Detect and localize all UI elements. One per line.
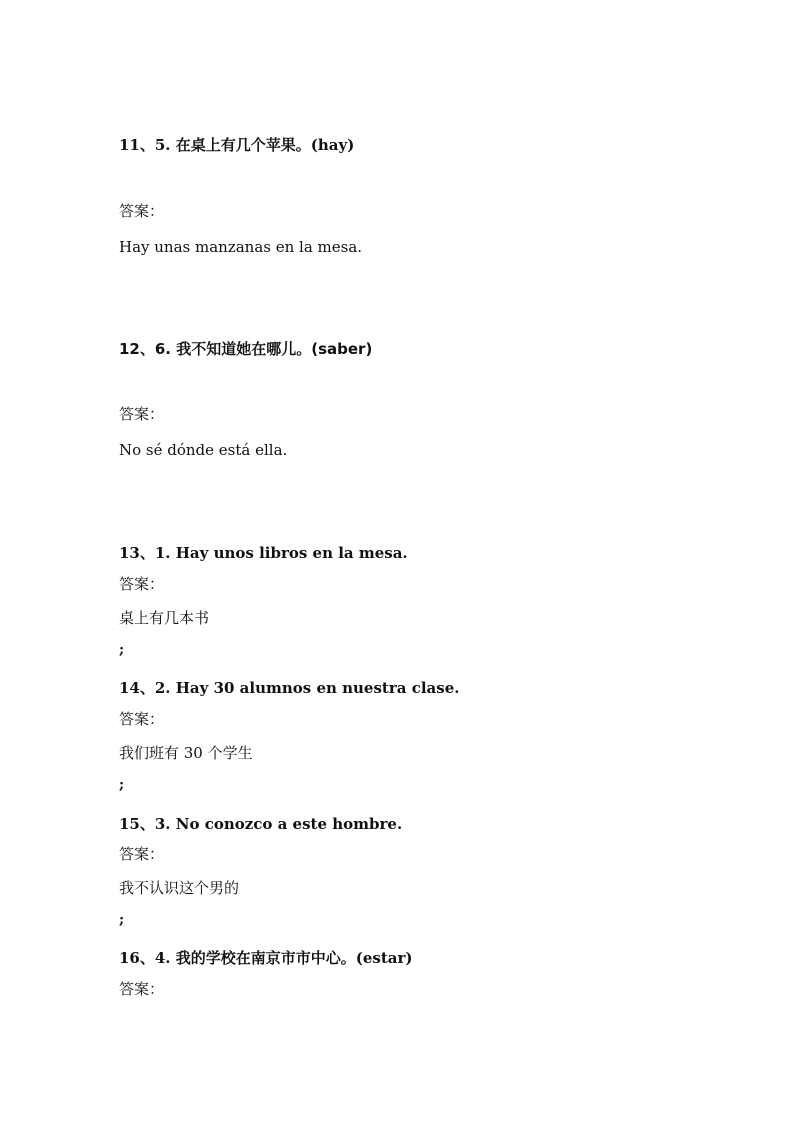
question-14: 14、2. Hay 30 alumnos en nuestra clase.	[119, 679, 460, 697]
question-16: 16、4. 我的学校在南京市市中心。(estar)	[119, 949, 413, 967]
answer-label-16: 答案：	[119, 980, 165, 998]
answer-label-13: 答案：	[119, 575, 165, 593]
separator-14: ;	[119, 777, 125, 793]
answer-12: No sé dónde está ella.	[119, 441, 288, 459]
question-13: 13、1. Hay unos libros en la mesa.	[119, 544, 408, 562]
answer-13: 桌上有几本书	[119, 609, 210, 627]
answer-label-14: 答案：	[119, 710, 165, 728]
separator-13: ;	[119, 642, 125, 658]
answer-label-11: 答案：	[119, 202, 165, 220]
answer-14: 我们班有 30 个学生	[119, 744, 253, 762]
question-12: 12、6. 我不知道她在哪儿。(saber)	[119, 340, 373, 358]
answer-15: 我不认识这个男的	[119, 879, 240, 897]
question-11: 11、5. 在桌上有几个苹果。(hay)	[119, 136, 355, 154]
answer-label-15: 答案：	[119, 845, 165, 863]
answer-11: Hay unas manzanas en la mesa.	[119, 238, 363, 256]
answer-label-12: 答案：	[119, 405, 165, 423]
separator-15: ;	[119, 912, 125, 928]
question-15: 15、3. No conozco a este hombre.	[119, 815, 403, 833]
